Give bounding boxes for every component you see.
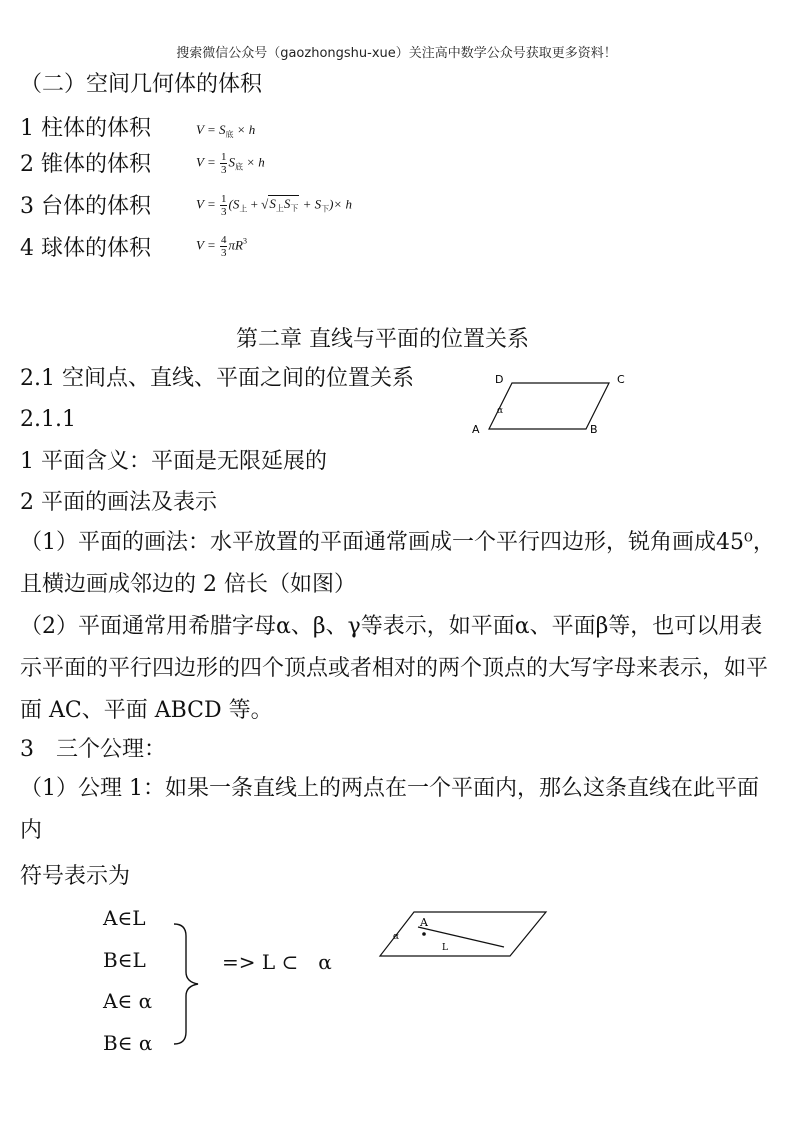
formula-fraction: $\frac{4}{3}$ [220,234,227,259]
formula-v: V = [196,237,216,253]
point-a [422,932,426,936]
condition-a-in-l: A∈L [103,906,146,930]
parallelogram-figure [464,368,634,440]
sqrt-body: $S_上S_下$ [269,196,299,214]
vertex-label-a: A [472,423,480,436]
plane-line-figure [378,906,550,960]
section-2-1: 2.1 空间点、直线、平面之间的位置关系 [20,366,414,391]
vertex-label-d: D [495,373,504,386]
chapter-title: 第二章 直线与平面的位置关系 [236,327,529,352]
condition-b-in-alpha: B∈ α [103,1031,153,1055]
formula-cone [196,151,265,176]
axioms-heading: 3 三个公理： [20,737,166,762]
section-2-1-1: 2.1.1 [20,407,76,432]
formula-prism [196,122,255,140]
symbol-label: 符号表示为 [20,864,131,889]
formula-v: V = [196,122,216,137]
vertex-label-c: C [617,373,625,386]
line-l [418,927,504,947]
formula-frustum: V = $\frac{1}{3}$ $(S_上 + √S_上S_下 + S_下)\times h$ [196,193,352,218]
formula-rest: × h [246,154,265,170]
volume-item-sphere: 4 球体的体积 [20,236,151,261]
formula-v: V = [196,154,216,170]
formula-fraction: $\frac{1}{3}$ [220,193,227,218]
paragraph-notation: （2）平面通常用希腊字母α、β、γ等表示，如平面α、平面β等，也可以用表示平面的平行四边形的四个顶点或者相对的两个顶点的大写字母来表示，如平面 AC、平面 ABCD 等。 [20,614,769,723]
formula-s: S [228,154,235,170]
line-label-l: L [442,943,448,953]
sqrt-symbol: √ [261,196,269,212]
volume-item-frustum: 3 台体的体积 [20,194,151,219]
formula-rest: × h [236,122,256,137]
axiom-1: （1）公理 1：如果一条直线上的两点在一个平面内，那么这条直线在此平面内 [20,776,759,843]
vertex-label-b: B [590,423,598,436]
plane-meaning: 1 平面含义：平面是无限延展的 [20,449,327,474]
condition-b-in-l: B∈L [103,948,146,972]
brace-icon [168,920,208,1050]
plane-label-alpha: α [393,932,400,942]
formula-sphere: V = $\frac{4}{3}$ $\pi R^3$ [196,234,247,259]
plane-label-alpha: α [497,406,504,416]
volume-item-prism: 1 柱体的体积 [20,116,151,141]
formula-sub: 底 [234,162,243,172]
formula-sub: 底 [225,130,234,139]
conclusion: => L ⊂ α [222,950,332,974]
volume-item-cone: 2 锥体的体积 [20,152,151,177]
formula-fraction: $\frac{1}{3}$ [220,151,227,176]
formula-s: S [218,122,226,137]
page-header: 搜索微信公众号（gaozhongshu-xue）关注高中数学公众号获取更多资料！ [176,46,617,61]
condition-a-in-alpha: A∈ α [103,989,153,1013]
paragraph-drawing-method: （1）平面的画法：水平放置的平面通常画成一个平行四边形，锐角画成45⁰，且横边画成邻边的 2 倍长（如图） [20,530,775,597]
plane-shape [380,912,546,956]
formula-v: V = [196,196,216,212]
section-title: （二）空间几何体的体积 [20,72,263,97]
plane-drawing-heading: 2 平面的画法及表示 [20,490,217,515]
point-label-a: A [420,916,428,929]
